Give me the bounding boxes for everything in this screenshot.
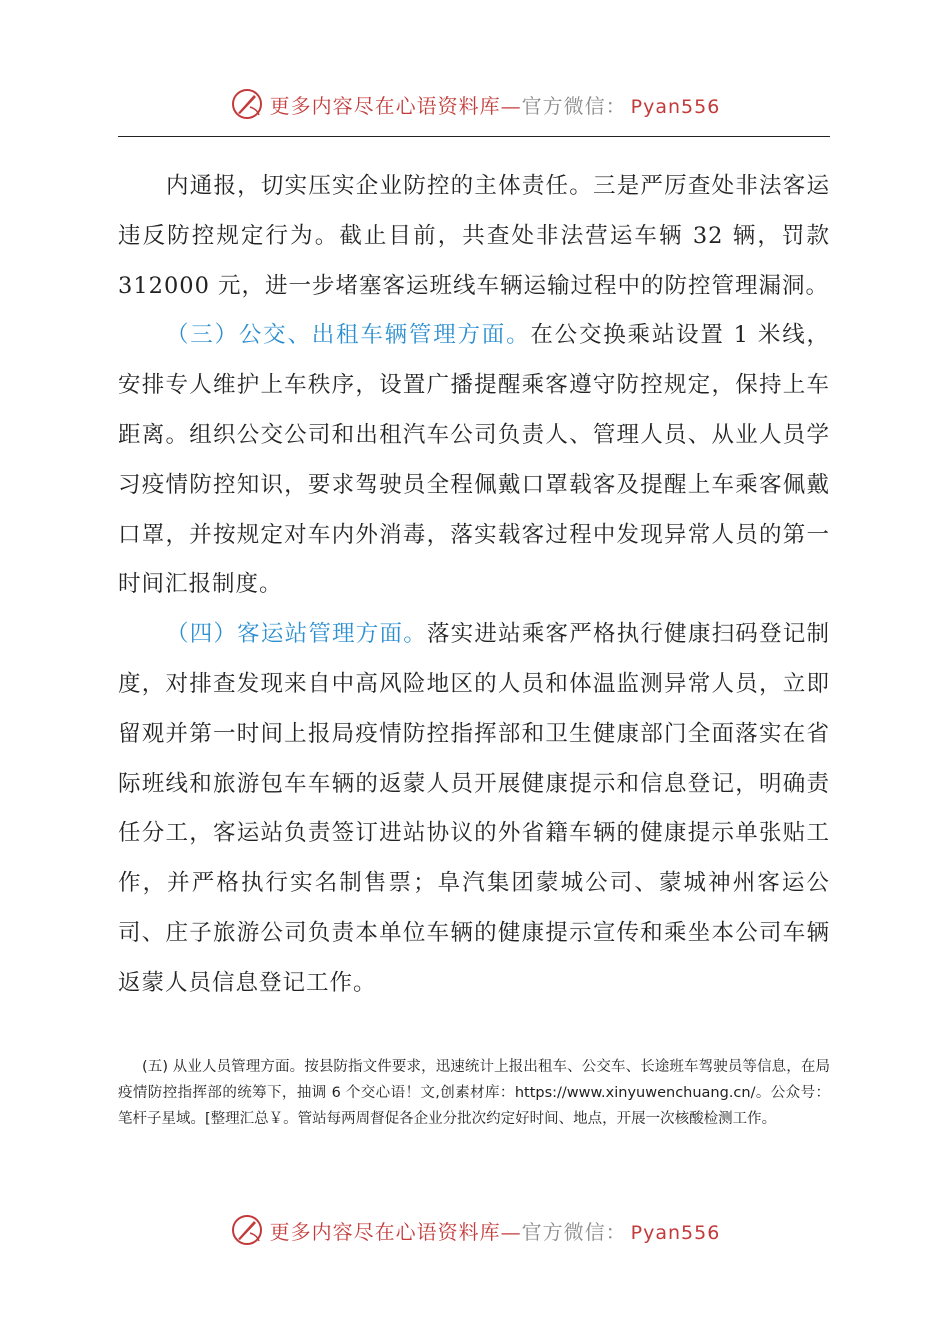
footer-brand xyxy=(270,1216,721,1245)
header-divider xyxy=(118,136,830,137)
header-dash: — xyxy=(500,93,522,118)
header-brand-text: 更多内容尽在心语资料库 xyxy=(269,93,501,118)
paragraph-2-text: 在公交换乘站设置 1 米线，安排专人维护上车秩序，设置广播提醒乘客遵守防控规定，保持上车距离。组织公交公司和出租汽车公司负责人、管理人员、从业人员学习疫情防控知识，要求驾驶员全程佩戴口罩载客及提醒上车乘客佩戴口罩，并按规定对车内外消毒，落实载客过程中发现异常人员的第一时间汇报制度。 xyxy=(118,322,830,598)
page-header xyxy=(0,84,950,124)
paragraph-2 xyxy=(118,311,830,610)
footer-wechat-id: Pyan556 xyxy=(630,1221,721,1244)
document-body xyxy=(118,162,830,1009)
page-footer xyxy=(0,1210,950,1250)
section-heading-3: （三）公交、出租车辆管理方面。 xyxy=(166,322,531,349)
paragraph-1: 内通报，切实压实企业防控的主体责任。三是严厉查处非法客运违反防控规定行为。截止目前，共查处非法营运车辆 32 辆，罚款 312000 元，进一步堵塞客运班线车辆运输过程中的防控管理漏洞。 xyxy=(118,173,830,299)
paragraph-3 xyxy=(118,610,830,1008)
footer-brand-text: 更多内容尽在心语资料库 xyxy=(269,1219,501,1244)
footer-dash: — xyxy=(500,1219,522,1244)
section-heading-4: （四）客运站管理方面。 xyxy=(166,621,427,648)
quill-logo-icon xyxy=(230,87,264,121)
header-brand xyxy=(270,90,721,119)
small-paragraph-5: (五) 从业人员管理方面。按县防指文件要求，迅速统计上报出租车、公交车、长途班车驾驶员等信息，在局疫情防控指挥部的统筹下，抽调 6 个交心语！文,创素材库：https://www.xinyuwenchuang.cn/。公众号：笔杆子星域。[整理汇总￥。管站每两周督促各企业分批次约定好时间、地点，开展一次核酸检测工作。 xyxy=(118,1059,830,1127)
header-wechat-id: Pyan556 xyxy=(630,95,721,118)
header-wechat-label: 官方微信： xyxy=(521,93,627,118)
paragraph-3-text: 落实进站乘客严格执行健康扫码登记制度，对排查发现来自中高风险地区的人员和体温监测异常人员，立即留观并第一时间上报局疫情防控指挥部和卫生健康部门全面落实在省际班线和旅游包车车辆的返蒙人员开展健康提示和信息登记，明确责任分工，客运站负责签订进站协议的外省籍车辆的健康提示单张贴工作，并严格执行实名制售票；阜汽集团蒙城公司、蒙城神州客运公司、庄子旅游公司负责本单位车辆的健康提示宣传和乘坐本公司车辆返蒙人员信息登记工作。 xyxy=(118,621,830,996)
footer-wechat-label: 官方微信： xyxy=(521,1219,627,1244)
quill-logo-icon xyxy=(230,1213,264,1247)
